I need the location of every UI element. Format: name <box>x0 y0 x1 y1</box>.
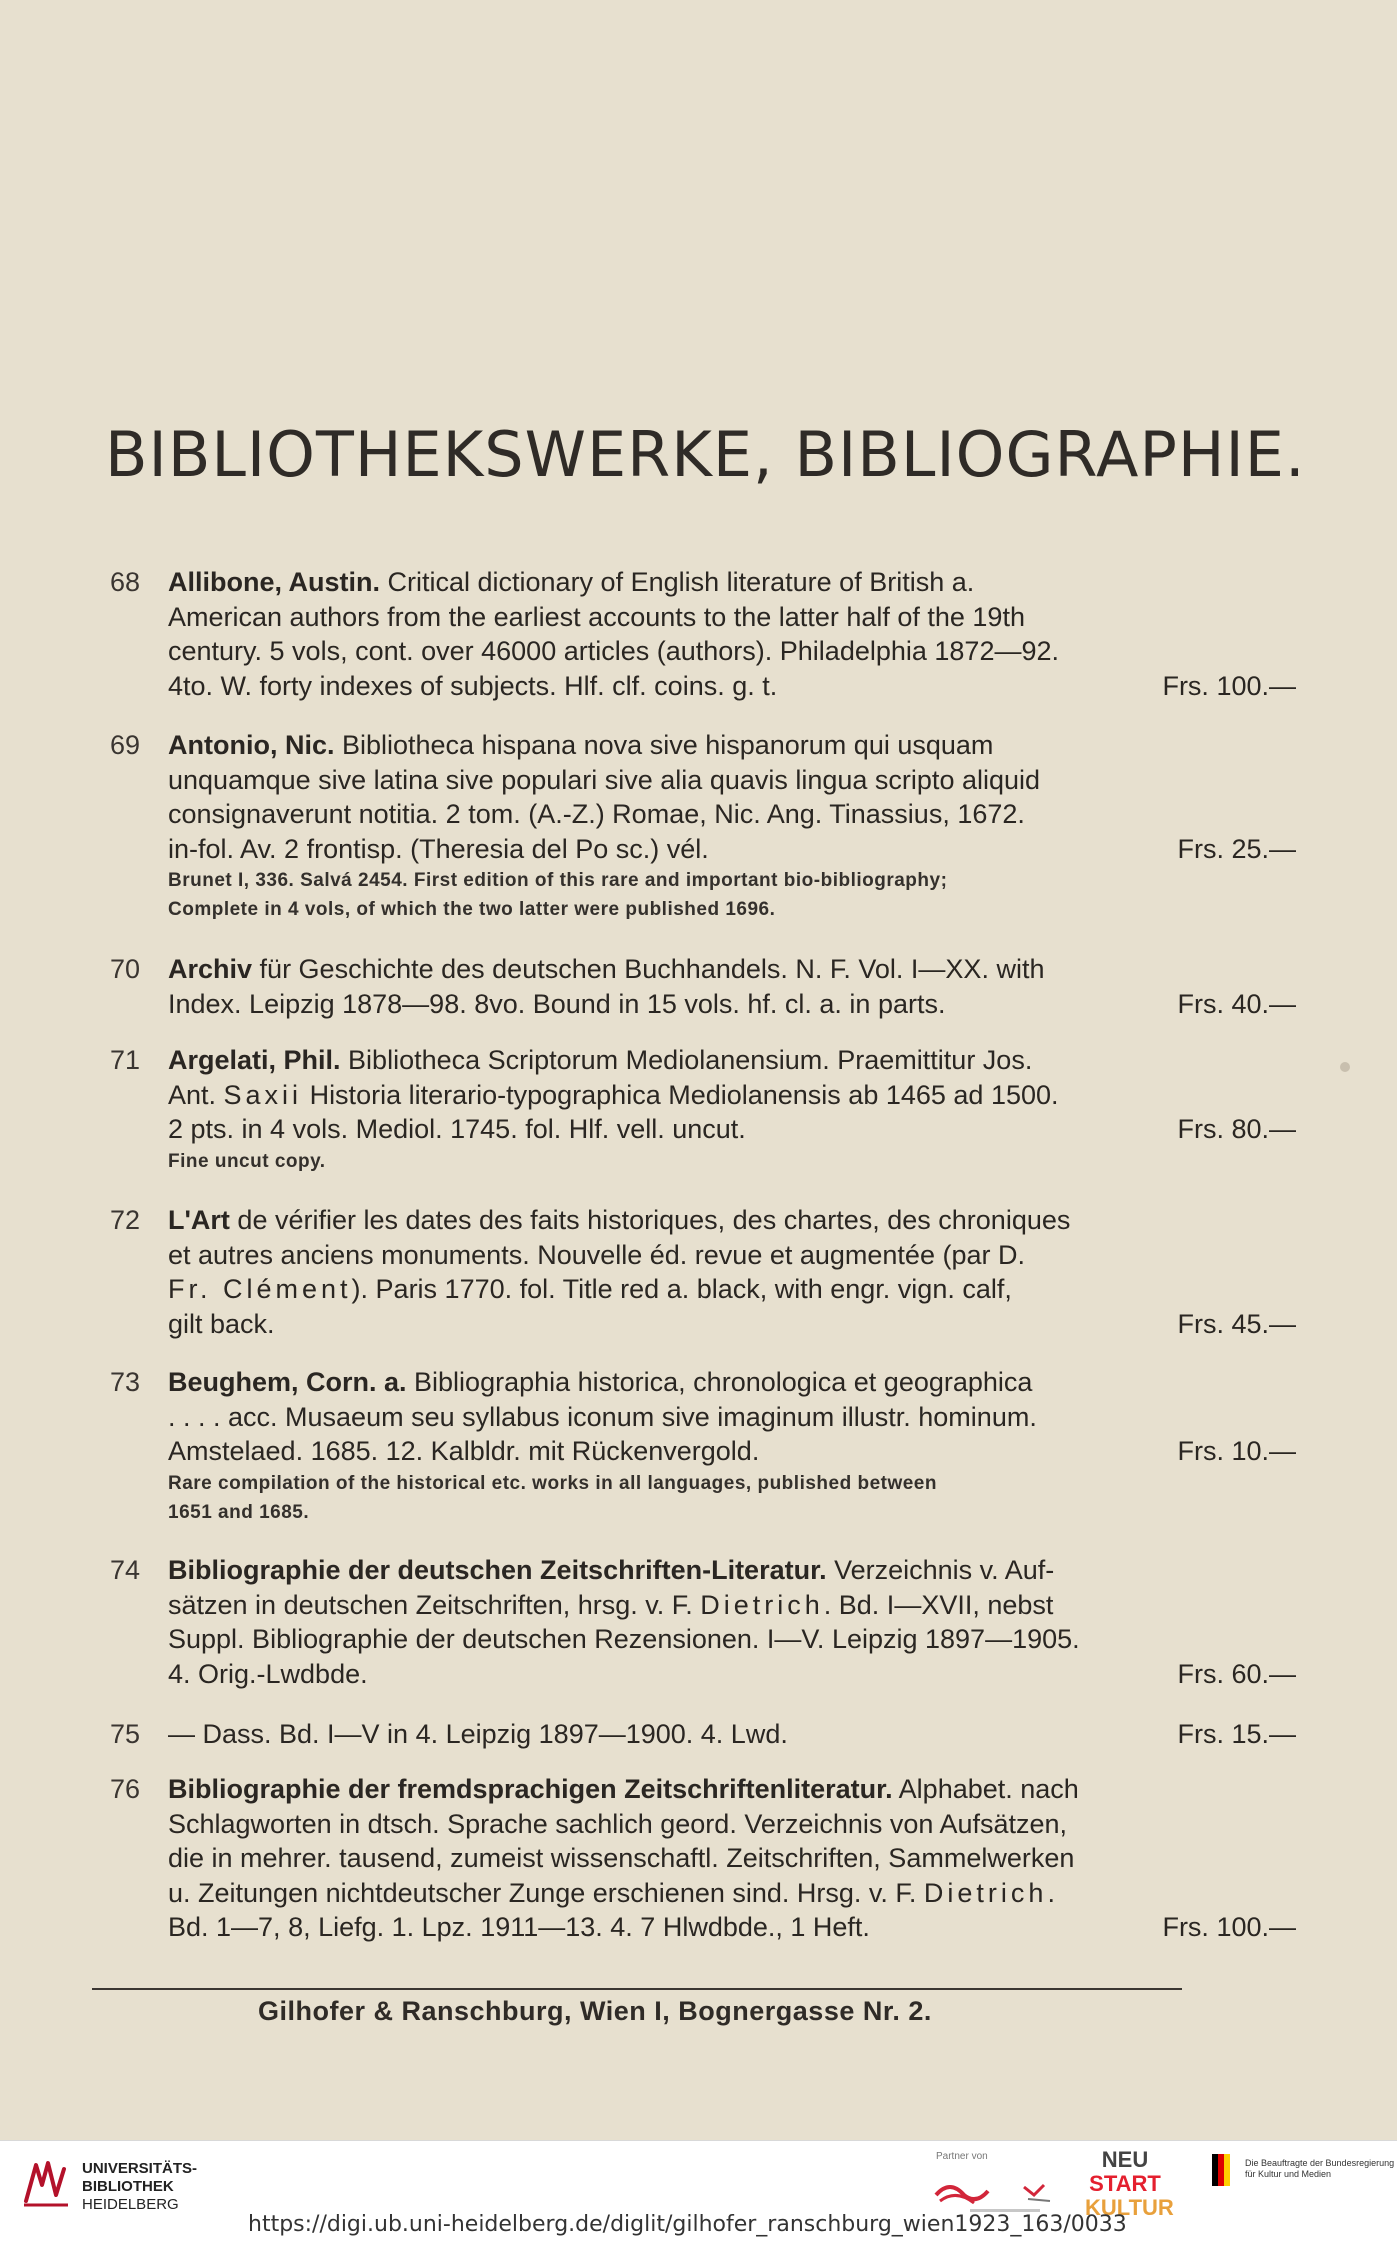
entry-price: Frs. 15.— <box>1177 1719 1296 1749</box>
entry-note: Fine uncut copy. <box>168 1150 326 1172</box>
entry-last-line <box>168 1112 1296 1147</box>
entry-line <box>168 797 1296 832</box>
entry-price: Frs. 80.— <box>1177 1114 1296 1144</box>
entry-line <box>168 1807 1296 1842</box>
entry-line <box>168 600 1296 635</box>
entry-body <box>168 1772 1296 1945</box>
library-name-line-3: HEIDELBERG <box>82 2196 179 2213</box>
entry-text-segment: unquamque sive latina sive populari sive alia quavis lingua scripto aliquid <box>168 764 1041 795</box>
entry-last-line <box>168 987 1296 1022</box>
entry-last-line <box>168 1910 1296 1945</box>
entry-author: Bibliographie der deutschen Zeitschriften-Literatur. <box>168 1555 827 1585</box>
entry-text-segment: für Geschichte des deutschen Buchhandels. N. F. Vol. I—XX. with <box>252 954 1045 984</box>
entry-text-segment: Dietrich <box>923 1877 1048 1908</box>
federal-eagle-icon <box>1210 2152 1232 2188</box>
entry-body <box>168 1717 1296 1752</box>
entry-line <box>168 728 1296 763</box>
entry-text-segment: consignaverunt notitia. 2 tom. (A.-Z.) Romae, Nic. Ang. Tinassius, 1672. <box>168 799 1025 829</box>
entry-line <box>168 634 1296 669</box>
entry-text-segment: Bibliotheca Scriptorum Mediolanensium. Praemittitur Jos. <box>340 1045 1033 1075</box>
neu-label: NEU <box>1101 2147 1149 2172</box>
entry-line <box>168 1876 1296 1911</box>
entry-line-text <box>168 1365 1032 1400</box>
kultur-label: KULTUR <box>1085 2195 1174 2220</box>
entry-line-text <box>168 1043 1032 1078</box>
entry-line <box>168 1203 1296 1238</box>
entry-last-line-text: 4. Orig.-Lwdbde. <box>168 1658 368 1689</box>
footer-rule <box>92 1988 1182 1990</box>
entry-text-segment: Schlagworten in dtsch. Sprache sachlich geord. Verzeichnis von Aufsätzen, <box>168 1808 1068 1839</box>
start-label: START <box>1089 2171 1161 2196</box>
entry-number: 75 <box>110 1719 141 1749</box>
entry-line-text <box>168 1272 1012 1307</box>
entry-body <box>168 1553 1296 1691</box>
entry-note: 1651 and 1685. <box>168 1501 310 1523</box>
entry-line-text <box>168 1553 1054 1588</box>
library-name[interactable] <box>82 2160 197 2214</box>
entry-text-segment: Suppl. Bibliographie der deutschen Rezensionen. I—V. Leipzig 1897—1905. <box>168 1624 1080 1654</box>
entry-text-segment: Fr. Clément <box>168 1274 352 1304</box>
entry-line <box>168 1772 1296 1807</box>
entry-text-segment: u. Zeitungen nichtdeutscher Zunge erschienen sind. Hrsg. v. F. <box>168 1877 924 1908</box>
entry-line-text <box>168 1876 1055 1911</box>
entry-text-segment: die in mehrer. tausend, zumeist wissenschaftl. Zeitschriften, Sammelwerken <box>168 1843 1075 1873</box>
entry-line <box>168 763 1296 798</box>
entry-line <box>168 1272 1296 1307</box>
entry-last-line-text: in-fol. Av. 2 frontisp. (Theresia del Po sc.) vél. <box>168 833 709 864</box>
entry-line-text <box>168 1203 1070 1238</box>
entry-line <box>168 1043 1296 1078</box>
entry-body <box>168 1203 1296 1341</box>
partner-logos-icon <box>930 2165 1110 2215</box>
entry-line <box>168 1841 1296 1876</box>
entry-last-line <box>168 1657 1296 1692</box>
federal-line-1: Die Beauftragte der Bundesregierung <box>1245 2158 1395 2168</box>
entry-text-segment: sätzen in deutschen Zeitschriften, hrsg. v. F. <box>168 1589 701 1620</box>
entry-number: 71 <box>110 1045 141 1075</box>
entry-number: 68 <box>110 567 141 597</box>
library-name-line-1: UNIVERSITÄTS- <box>82 2160 198 2177</box>
entry-last-line <box>168 669 1296 704</box>
entry-body <box>168 565 1296 703</box>
library-name-line-2: BIBLIOTHEK <box>82 2178 174 2195</box>
entry-note: Brunet I, 336. Salvá 2454. First edition of this rare and important bio-bibliography; <box>168 870 948 891</box>
entry-number: 76 <box>110 1774 141 1804</box>
entry-text-segment: Bibliographia historica, chronologica et geographica <box>406 1367 1033 1397</box>
entry-price: Frs. 10.— <box>1177 1436 1296 1466</box>
university-seal-icon <box>18 2155 74 2211</box>
entry-line <box>168 1622 1296 1657</box>
entry-text-segment: . . . . acc. Musaeum seu syllabus iconum sive imaginum illustr. hominum. <box>168 1401 1037 1432</box>
entry-number: 73 <box>110 1367 141 1397</box>
federal-commissioner-text <box>1245 2158 1395 2180</box>
entry-text-segment: century. 5 vols, cont. over 46000 articles (authors). Philadelphia 1872—92. <box>168 636 1059 666</box>
entry-line-text <box>168 1238 1025 1273</box>
entry-line-text <box>168 634 1059 669</box>
entry-line <box>168 1553 1296 1588</box>
entry-text-segment: . Bd. I—XVII, nebst <box>823 1589 1054 1620</box>
entry-line-text <box>168 1400 1037 1435</box>
entry-line-text <box>168 1807 1067 1842</box>
entry-last-line-text: Index. Leipzig 1878—98. 8vo. Bound in 15 vols. hf. cl. a. in parts. <box>168 988 946 1019</box>
entry-line <box>168 1400 1296 1435</box>
entry-line-text <box>168 600 1025 635</box>
entry-line <box>168 952 1296 987</box>
entry-author: Argelati, Phil. <box>168 1045 341 1075</box>
entry-last-line-text: — Dass. Bd. I—V in 4. Leipzig 1897—1900. 4. Lwd. <box>168 1719 788 1749</box>
entry-text-segment: American authors from the earliest accounts to the latter half of the 19th <box>168 601 1025 632</box>
entry-price: Frs. 100.— <box>1162 670 1296 701</box>
entry-author: Antonio, Nic. <box>168 730 335 760</box>
entry-author: Bibliographie der fremdsprachigen Zeitschriftenliteratur. <box>168 1774 893 1804</box>
entry-line-text <box>168 1622 1080 1657</box>
federal-line-2: für Kultur und Medien <box>1245 2169 1332 2179</box>
entry-line-text <box>168 797 1025 832</box>
entry-price: Frs. 40.— <box>1177 988 1296 1019</box>
entry-author: Archiv <box>168 954 253 984</box>
entry-price: Frs. 60.— <box>1177 1658 1296 1689</box>
neustart-kultur-logo <box>1085 2147 1174 2220</box>
entry-line-text <box>168 1588 1053 1623</box>
entry-number: 72 <box>110 1205 141 1235</box>
entry-price: Frs. 45.— <box>1177 1308 1296 1339</box>
entry-line-text <box>168 763 1040 798</box>
partner-label: Partner von <box>936 2151 988 2162</box>
entry-line-text <box>168 1772 1079 1807</box>
entry-last-line-text: gilt back. <box>168 1308 275 1339</box>
entry-line <box>168 1365 1296 1400</box>
entry-text-segment: et autres anciens monuments. Nouvelle éd. revue et augmentée (par D. <box>168 1239 1025 1270</box>
entry-last-line <box>168 832 1296 867</box>
entry-text-segment: Bibliotheca hispana nova sive hispanorum qui usquam <box>334 730 994 760</box>
permalink-url[interactable]: https://digi.ub.uni-heidelberg.de/diglit/gilhofer_ranschburg_wien1923_163/0033 <box>248 2212 1127 2237</box>
entry-line <box>168 1078 1296 1113</box>
entry-line-text <box>168 1841 1074 1876</box>
entry-number: 70 <box>110 954 141 984</box>
entry-body <box>168 1043 1296 1176</box>
entry-note: Rare compilation of the historical etc. works in all languages, published between <box>168 1472 937 1494</box>
entry-text-segment: Historia literario-typographica Mediolanensis ab 1465 ad 1500. <box>302 1079 1059 1110</box>
entry-text-segment: Saxii <box>223 1079 303 1110</box>
entry-price: Frs. 100.— <box>1162 1912 1296 1942</box>
entry-text-segment: Critical dictionary of English literature of British a. <box>380 567 975 597</box>
entry-last-line <box>168 1717 1296 1752</box>
publisher-footer: Gilhofer & Ranschburg, Wien I, Bognergasse Nr. 2. <box>258 1996 932 2026</box>
entry-line <box>168 1238 1296 1273</box>
entry-line-text <box>168 728 993 763</box>
entry-text-segment: Alphabet. nach <box>892 1774 1079 1804</box>
entry-last-line-text: 2 pts. in 4 vols. Mediol. 1745. fol. Hlf. vell. uncut. <box>168 1114 746 1144</box>
entry-last-line-text: Bd. 1—7, 8, Liefg. 1. Lpz. 1911—13. 4. 7 Hlwdbde., 1 Heft. <box>168 1912 870 1942</box>
entry-last-line-text: Amstelaed. 1685. 12. Kalbldr. mit Rückenvergold. <box>168 1436 760 1466</box>
entry-line-text <box>168 1078 1059 1113</box>
entry-last-line <box>168 1307 1296 1342</box>
entry-text-segment: . <box>1047 1877 1055 1908</box>
entry-body <box>168 1365 1296 1527</box>
entry-text-segment: Verzeichnis v. Auf- <box>826 1555 1055 1585</box>
entry-line <box>168 565 1296 600</box>
entry-note: Complete in 4 vols, of which the two latter were published 1696. <box>168 899 776 920</box>
entry-text-segment: Ant. <box>168 1079 224 1110</box>
entry-line-text <box>168 565 974 600</box>
entry-price: Frs. 25.— <box>1177 833 1296 864</box>
entry-author: Beughem, Corn. a. <box>168 1367 407 1397</box>
entry-number: 69 <box>110 730 141 760</box>
entry-body <box>168 952 1296 1021</box>
entry-author: Allibone, Austin. <box>168 567 380 597</box>
entry-text-segment: de vérifier les dates des faits historiques, des chartes, des chroniques <box>229 1205 1071 1235</box>
entry-last-line-text: 4to. W. forty indexes of subjects. Hlf. clf. coins. g. t. <box>168 670 778 701</box>
entry-line <box>168 1588 1296 1623</box>
entry-text-segment: Dietrich <box>700 1589 824 1620</box>
entry-author: L'Art <box>168 1205 230 1235</box>
entry-body <box>168 728 1296 924</box>
entry-number: 74 <box>110 1555 141 1585</box>
paper-spot <box>1340 1062 1350 1072</box>
page-title: BIBLIOTHEKSWERKE, BIBLIOGRAPHIE. <box>105 418 1306 491</box>
entry-text-segment: ). Paris 1770. fol. Title red a. black, with engr. vign. calf, <box>351 1274 1012 1304</box>
entry-line-text <box>168 952 1044 987</box>
entry-last-line <box>168 1434 1296 1469</box>
